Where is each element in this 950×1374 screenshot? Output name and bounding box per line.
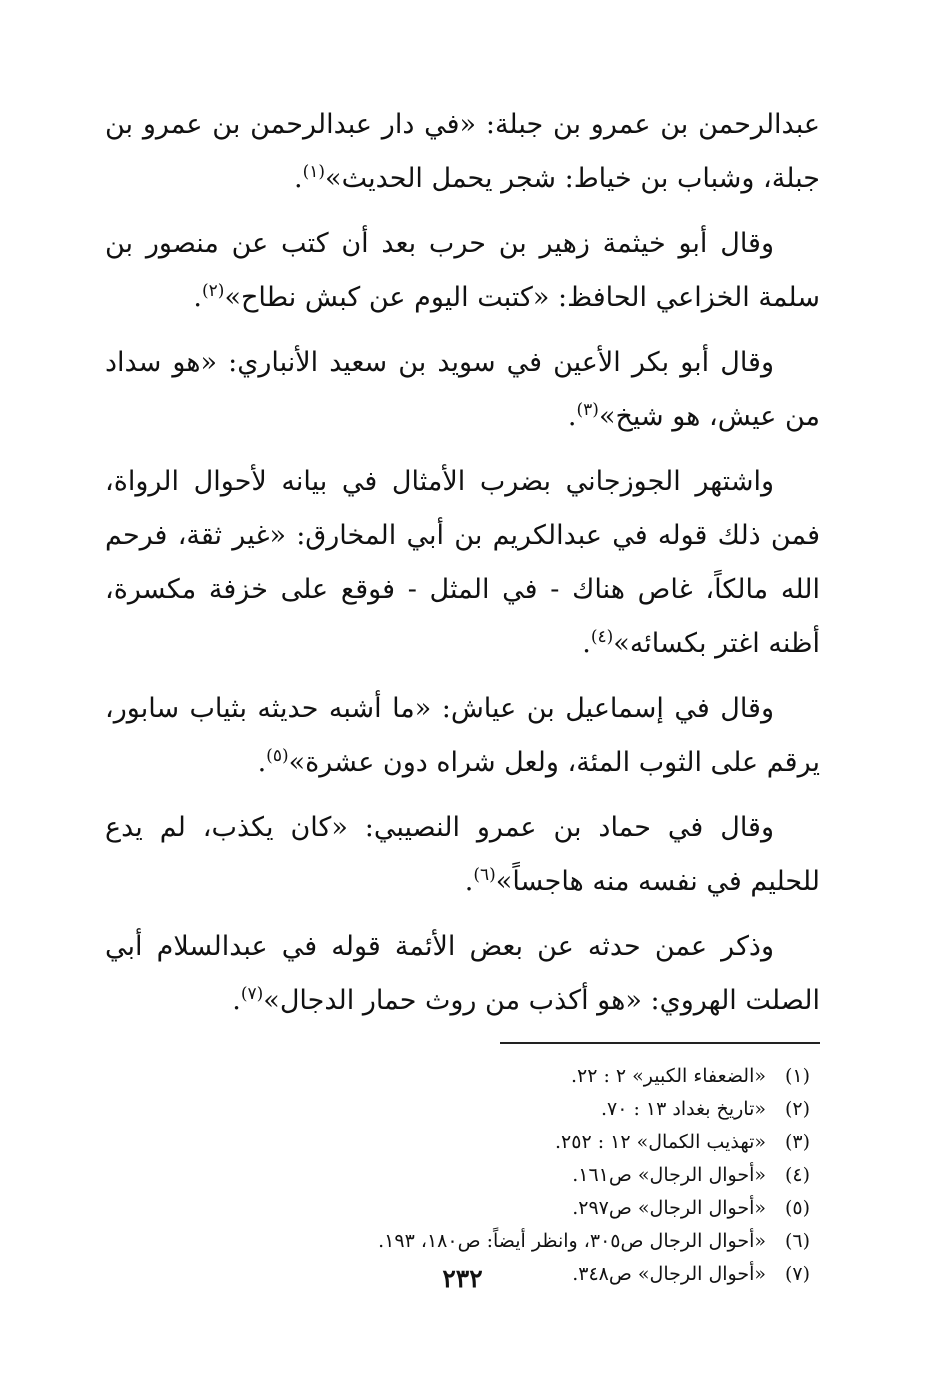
paragraph-tail: . [294,163,303,194]
footnote-number: (٧) [784,1263,810,1285]
footnote-text: «تاريخ بغداد ١٣ : ٧٠. [600,1098,766,1120]
footnote-item [105,1225,810,1258]
main-text [105,98,820,1028]
footnote-item [105,1126,810,1159]
footnote-number: (٥) [784,1197,810,1219]
footnote-item [105,1159,810,1192]
paragraph-2 [105,217,820,325]
paragraph-6 [105,801,820,909]
paragraph-3 [105,336,820,444]
paragraph-text: وقال أبو بكر الأعين في سويد بن سعيد الأنباري: «هو سداد من عيش، هو شيخ» [105,347,820,432]
paragraph-tail: . [567,401,577,432]
paragraph-text: وقال في حماد بن عمرو النصيبي: «كان يكذب، لم يدع للحليم في نفسه منه هاجساً» [105,812,820,897]
footnote-ref-2[interactable]: (٢) [202,281,225,301]
paragraph-tail: . [464,866,474,897]
footnote-number: (١) [784,1065,810,1087]
paragraph-text: واشتهر الجوزجاني بضرب الأمثال في بيانه لأحوال الرواة، فمن ذلك قوله في عبدالكريم بن أبي المخارق: «غير ثقة، فرحم الله مالكاً، غاص هناك - في المثل - فوقع على خزفة مكسرة، أظنه اغتر بكسائه» [105,466,820,659]
footnote-ref-3[interactable]: (٣) [576,400,599,420]
page-number: ٢٣٢ [442,1264,483,1293]
paragraph-text: عبدالرحمن بن عمرو بن جبلة: «في دار عبدالرحمن بن عمرو بن جبلة، وشباب بن خياط: شجر يحمل الحديث» [105,109,820,194]
footnote-item [105,1093,810,1126]
footnote-number: (٢) [784,1098,810,1120]
footnote-ref-4[interactable]: (٤) [590,627,614,647]
book-page [105,98,820,1348]
paragraph-tail: . [232,985,241,1016]
paragraph-tail: . [582,628,591,659]
footnote-ref-1[interactable]: (١) [302,162,326,182]
footnote-item [105,1192,810,1225]
paragraph-tail: . [257,747,267,778]
footnote-text: «أحوال الرجال ص٣٠٥، وانظر أيضاً: ص١٨٠، ١٩٣. [378,1230,766,1252]
footnote-text: «أحوال الرجال» ص٣٤٨. [572,1263,766,1285]
footnote-text: «أحوال الرجال» ص١٦١. [572,1164,766,1186]
paragraph-text: وذكر عمن حدثه عن بعض الأئمة قوله في عبدالسلام أبي الصلت الهروي: «هو أكذب من روث حمار الدجال» [105,931,820,1016]
footnote-ref-5[interactable]: (٥) [266,746,289,766]
footnotes [105,1060,820,1291]
paragraph-5 [105,682,820,790]
footnote-ref-6[interactable]: (٦) [473,865,496,885]
paragraph-text: وقال في إسماعيل بن عياش: «ما أشبه حديثه بثياب سابور، يرقم على الثوب المئة، ولعل شراه دون عشرة» [105,693,820,778]
footnote-number: (٣) [784,1131,810,1153]
footnote-number: (٦) [784,1230,810,1252]
footnote-item [105,1060,810,1093]
footnote-text: «تهذيب الكمال» ١٢ : ٢٥٢. [554,1131,766,1153]
paragraph-1 [105,98,820,206]
paragraph-text: وقال أبو خيثمة زهير بن حرب بعد أن كتب عن منصور بن سلمة الخزاعي الحافظ: «كتبت اليوم عن كبش نطاح» [105,228,820,313]
footnote-number: (٤) [784,1164,810,1186]
footnote-ref-7[interactable]: (٧) [240,984,264,1004]
footnote-text: «الضعفاء الكبير» ٢ : ٢٢. [570,1065,766,1087]
paragraph-7 [105,920,820,1028]
paragraph-4 [105,455,820,671]
footnote-text: «أحوال الرجال» ص٢٩٧. [572,1197,766,1219]
footnote-divider [500,1042,820,1044]
paragraph-tail: . [193,282,203,313]
